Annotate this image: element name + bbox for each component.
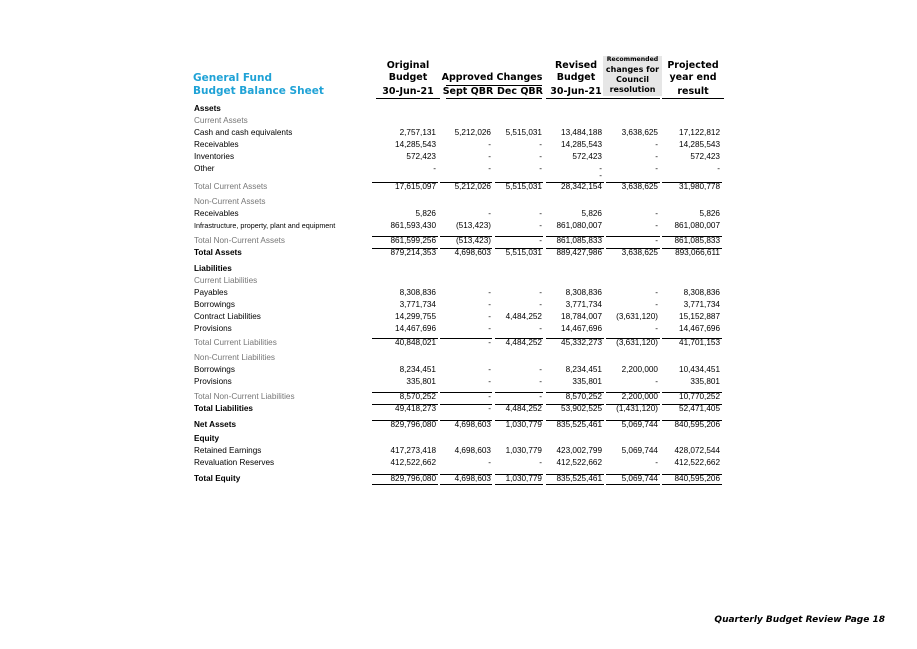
cell-c6: 861,080,007 bbox=[674, 221, 720, 230]
row-label: Other bbox=[194, 164, 215, 173]
total-rule bbox=[372, 236, 438, 237]
cell-c2: 4,698,603 bbox=[454, 474, 491, 483]
cell-c1: 14,467,696 bbox=[395, 324, 436, 333]
cell-c3: 5,515,031 bbox=[505, 248, 542, 257]
total-rule bbox=[546, 248, 604, 249]
cell-c5: (3,631,120) bbox=[616, 312, 658, 321]
cell-c6: 31,980,778 bbox=[679, 182, 720, 191]
cell-c2: (513,423) bbox=[455, 236, 491, 245]
total-rule bbox=[662, 392, 722, 393]
cell-c1: 8,234,451 bbox=[399, 365, 436, 374]
total-rule bbox=[372, 420, 438, 421]
cell-c1: 49,418,273 bbox=[395, 404, 436, 413]
total-rule bbox=[546, 338, 604, 339]
cell-c3: - bbox=[539, 140, 542, 149]
total-rule-bottom bbox=[440, 484, 492, 485]
cell-c3: - bbox=[539, 324, 542, 333]
cell-c6: 41,701,153 bbox=[679, 338, 720, 347]
cell-c5: 5,069,744 bbox=[621, 446, 658, 455]
cell-c6: 10,770,252 bbox=[679, 392, 720, 401]
total-rule-bottom bbox=[546, 484, 604, 485]
cell-c1: 8,308,836 bbox=[399, 288, 436, 297]
total-rule bbox=[606, 248, 660, 249]
cell-c5: - bbox=[655, 288, 658, 297]
cell-c2: 5,212,026 bbox=[454, 182, 491, 191]
cell-c1: 3,771,734 bbox=[399, 300, 436, 309]
cell-c3: - bbox=[539, 377, 542, 386]
cell-c2: - bbox=[488, 209, 491, 218]
cell-c6: 3,771,734 bbox=[683, 300, 720, 309]
row-label: Total Equity bbox=[194, 474, 241, 483]
cell-c2: - bbox=[488, 392, 491, 401]
cell-c4: 835,525,461 bbox=[556, 474, 602, 483]
total-rule-bottom bbox=[495, 484, 543, 485]
cell-c5: 5,069,744 bbox=[621, 474, 658, 483]
header-recommended-l1: Recommended bbox=[606, 56, 659, 63]
total-rule bbox=[662, 474, 722, 475]
row-label: Revaluation Reserves bbox=[194, 458, 275, 467]
cell-c5: - bbox=[655, 300, 658, 309]
total-rule bbox=[606, 338, 660, 339]
cell-c4: 423,002,799 bbox=[556, 446, 602, 455]
cell-c3: - bbox=[539, 152, 542, 161]
total-rule bbox=[495, 474, 543, 475]
total-rule bbox=[372, 392, 438, 393]
total-rule bbox=[606, 474, 660, 475]
header-revised-l3: 30-Jun-21 bbox=[550, 86, 602, 97]
cell-c1: 2,757,131 bbox=[399, 128, 436, 137]
cell-c3: - bbox=[539, 288, 542, 297]
cell-c6: 572,423 bbox=[690, 152, 720, 161]
table-row bbox=[0, 457, 917, 469]
cell-c3: 1,030,779 bbox=[505, 474, 542, 483]
cell-c2: - bbox=[488, 404, 491, 413]
cell-c4: 335,801 bbox=[572, 377, 602, 386]
cell-c4: 13,484,188 bbox=[561, 128, 602, 137]
cell-c4: 18,784,007 bbox=[561, 312, 602, 321]
cell-c1: 5,826 bbox=[415, 209, 436, 218]
cell-c1: 17,615,097 bbox=[395, 182, 436, 191]
header-projected-l3: result bbox=[677, 86, 709, 97]
total-rule bbox=[546, 182, 604, 183]
total-rule bbox=[440, 404, 492, 405]
header-original bbox=[376, 60, 440, 98]
cell-c3: - bbox=[539, 458, 542, 467]
header-rule bbox=[546, 98, 606, 99]
cell-c6: 17,122,812 bbox=[679, 128, 720, 137]
cell-c2: 4,698,603 bbox=[454, 248, 491, 257]
cell-c5: - bbox=[655, 377, 658, 386]
total-rule bbox=[372, 182, 438, 183]
header-projected bbox=[662, 60, 724, 98]
cell-c1: 8,570,252 bbox=[399, 392, 436, 401]
cell-c5: - bbox=[655, 164, 658, 173]
row-label: Provisions bbox=[194, 377, 232, 386]
total-rule bbox=[606, 420, 660, 421]
cell-c5: (1,431,120) bbox=[616, 404, 658, 413]
header-revised-l2: Budget bbox=[556, 72, 596, 83]
cell-c5: 3,638,625 bbox=[621, 248, 658, 257]
cell-c5: 3,638,625 bbox=[621, 128, 658, 137]
total-rule bbox=[546, 420, 604, 421]
table-row bbox=[0, 352, 917, 364]
total-rule bbox=[662, 420, 722, 421]
row-label: Non-Current Assets bbox=[194, 197, 266, 206]
cell-c6: 893,066,611 bbox=[675, 248, 720, 257]
header-recommended bbox=[603, 56, 662, 95]
page-footer: Quarterly Budget Review Page 18 bbox=[714, 615, 885, 625]
total-rule-bottom bbox=[662, 484, 722, 485]
cell-c2: - bbox=[488, 152, 491, 161]
total-rule bbox=[606, 236, 660, 237]
table-row bbox=[0, 208, 917, 220]
header-projected-l2: year end bbox=[669, 72, 717, 83]
cell-c2: - bbox=[488, 164, 491, 173]
cell-c4: 8,308,836 bbox=[565, 288, 602, 297]
cell-c1: 861,599,256 bbox=[390, 236, 436, 245]
cell-c2: 4,698,603 bbox=[454, 420, 491, 429]
cell-c5: 2,200,000 bbox=[621, 365, 658, 374]
row-label: Non-Current Liabilities bbox=[194, 353, 275, 362]
row-label: Equity bbox=[194, 434, 220, 443]
cell-c2: - bbox=[488, 140, 491, 149]
cell-c4: 28,342,154 bbox=[561, 182, 602, 191]
row-label: Infrastructure, property, plant and equipment bbox=[194, 221, 336, 230]
cell-c4: 835,525,461 bbox=[556, 420, 602, 429]
table-row bbox=[0, 163, 917, 180]
row-label: Receivables bbox=[194, 140, 239, 149]
table-row bbox=[0, 376, 917, 388]
cell-c1: 829,796,080 bbox=[390, 474, 436, 483]
cell-c1: 417,273,418 bbox=[390, 446, 436, 455]
total-rule bbox=[372, 248, 438, 249]
row-label: Receivables bbox=[194, 209, 239, 218]
cell-c3: 4,484,252 bbox=[505, 312, 542, 321]
table-row bbox=[0, 127, 917, 139]
cell-c6: 840,595,206 bbox=[674, 420, 720, 429]
table-row bbox=[0, 139, 917, 151]
row-label: Borrowings bbox=[194, 300, 235, 309]
cell-c4: 45,332,273 bbox=[561, 338, 602, 347]
cell-c1: 412,522,662 bbox=[390, 458, 436, 467]
cell-c6: 14,285,543 bbox=[679, 140, 720, 149]
header-original-l1: Original bbox=[386, 60, 430, 71]
cell-c3: - bbox=[539, 221, 542, 230]
row-label: Total Non-Current Liabilities bbox=[194, 392, 295, 401]
total-rule bbox=[495, 182, 543, 183]
cell-c6: 52,471,405 bbox=[679, 404, 720, 413]
cell-c5: 5,069,744 bbox=[621, 420, 658, 429]
row-label: Net Assets bbox=[194, 420, 237, 429]
cell-c1: 879,214,353 bbox=[390, 248, 436, 257]
header-recommended-l4: resolution bbox=[609, 85, 656, 94]
table-row bbox=[0, 311, 917, 323]
cell-c1: 40,848,021 bbox=[395, 338, 436, 347]
row-label: Assets bbox=[194, 104, 221, 113]
table-row bbox=[0, 299, 917, 311]
row-label: Total Current Liabilities bbox=[194, 338, 277, 347]
row-label: Total Liabilities bbox=[194, 404, 253, 413]
title-general-fund: General Fund bbox=[193, 72, 272, 84]
cell-c1: 14,299,755 bbox=[395, 312, 436, 321]
cell-c5: - bbox=[655, 209, 658, 218]
row-label: Total Assets bbox=[194, 248, 242, 257]
row-label: Payables bbox=[194, 288, 228, 297]
row-label: Current Assets bbox=[194, 116, 248, 125]
cell-c5: (3,631,120) bbox=[616, 338, 658, 347]
total-rule bbox=[372, 404, 438, 405]
cell-c3: - bbox=[539, 365, 542, 374]
cell-c6: 428,072,544 bbox=[674, 446, 720, 455]
cell-c1: 14,285,543 bbox=[395, 140, 436, 149]
total-rule bbox=[440, 420, 492, 421]
cell-c2: - bbox=[488, 377, 491, 386]
cell-c2: - bbox=[488, 300, 491, 309]
table-row bbox=[0, 196, 917, 208]
table-row bbox=[0, 220, 917, 232]
cell-c3: 1,030,779 bbox=[505, 446, 542, 455]
header-rule bbox=[662, 98, 724, 99]
cell-c6: 335,801 bbox=[690, 377, 720, 386]
cell-c4: 5,826 bbox=[581, 209, 602, 218]
total-rule bbox=[495, 248, 543, 249]
total-rule bbox=[495, 404, 543, 405]
cell-c3: 1,030,779 bbox=[505, 420, 542, 429]
cell-extra-dash: - bbox=[599, 171, 602, 180]
header-rule bbox=[446, 98, 542, 99]
header-revised bbox=[546, 60, 606, 98]
cell-c6: 840,595,206 bbox=[674, 474, 720, 483]
cell-c1: 861,593,430 bbox=[390, 221, 436, 230]
table-row bbox=[0, 323, 917, 335]
cell-c6: 14,467,696 bbox=[679, 324, 720, 333]
total-rule bbox=[606, 392, 660, 393]
cell-c3: - bbox=[539, 236, 542, 245]
total-rule bbox=[546, 392, 604, 393]
cell-c5: - bbox=[655, 152, 658, 161]
cell-c3: 5,515,031 bbox=[505, 182, 542, 191]
cell-c2: (513,423) bbox=[455, 221, 491, 230]
cell-c1: 829,796,080 bbox=[390, 420, 436, 429]
cell-c4: 14,467,696 bbox=[561, 324, 602, 333]
cell-c3: - bbox=[539, 300, 542, 309]
cell-c5: 3,638,625 bbox=[621, 182, 658, 191]
table-row bbox=[0, 445, 917, 457]
cell-c5: - bbox=[655, 324, 658, 333]
total-rule bbox=[372, 338, 438, 339]
cell-c5: - bbox=[655, 236, 658, 245]
row-label: Provisions bbox=[194, 324, 232, 333]
row-label: Retained Earnings bbox=[194, 446, 262, 455]
total-rule bbox=[662, 338, 722, 339]
cell-c2: - bbox=[488, 324, 491, 333]
row-label: Contract Liabilities bbox=[194, 312, 261, 321]
cell-c2: - bbox=[488, 338, 491, 347]
cell-c1: 572,423 bbox=[406, 152, 436, 161]
table-row bbox=[0, 263, 917, 275]
header-rule bbox=[376, 98, 440, 99]
total-rule bbox=[546, 474, 604, 475]
cell-c6: 412,522,662 bbox=[674, 458, 720, 467]
total-rule bbox=[440, 474, 492, 475]
cell-c4: 8,234,451 bbox=[565, 365, 602, 374]
total-rule bbox=[440, 338, 492, 339]
row-label: Total Non-Current Assets bbox=[194, 236, 286, 245]
total-rule bbox=[546, 236, 604, 237]
total-rule bbox=[495, 392, 543, 393]
total-rule bbox=[662, 404, 722, 405]
total-rule bbox=[440, 248, 492, 249]
cell-c6: 15,152,887 bbox=[679, 312, 720, 321]
table-row bbox=[0, 115, 917, 127]
cell-c4: 861,080,007 bbox=[556, 221, 602, 230]
cell-c4: 3,771,734 bbox=[565, 300, 602, 309]
total-rule bbox=[440, 236, 492, 237]
cell-c2: - bbox=[488, 458, 491, 467]
cell-c3: 4,484,252 bbox=[505, 338, 542, 347]
cell-c6: 8,308,836 bbox=[683, 288, 720, 297]
total-rule bbox=[440, 182, 492, 183]
cell-c4: 8,570,252 bbox=[565, 392, 602, 401]
cell-c4: 14,285,543 bbox=[561, 140, 602, 149]
row-label: Current Liabilities bbox=[194, 276, 258, 285]
cell-c6: 861,085,833 bbox=[674, 236, 720, 245]
cell-c5: - bbox=[655, 140, 658, 149]
cell-c6: 10,434,451 bbox=[679, 365, 720, 374]
total-rule-bottom bbox=[606, 484, 660, 485]
cell-c2: - bbox=[488, 288, 491, 297]
cell-c3: - bbox=[539, 209, 542, 218]
header-recommended-l3: Council bbox=[616, 75, 649, 84]
header-original-l2: Budget bbox=[388, 72, 428, 83]
header-dec-qbr: Dec QBR bbox=[497, 86, 543, 97]
total-rule bbox=[495, 236, 543, 237]
total-rule bbox=[440, 392, 492, 393]
table-row bbox=[0, 287, 917, 299]
cell-c5: - bbox=[655, 221, 658, 230]
cell-c4: 572,423 bbox=[572, 152, 602, 161]
header-approved-changes: Approved Changes bbox=[441, 72, 543, 83]
cell-c3: - bbox=[539, 392, 542, 401]
cell-c4: - bbox=[599, 164, 602, 173]
cell-c4: 412,522,662 bbox=[556, 458, 602, 467]
row-label: Inventories bbox=[194, 152, 235, 161]
cell-c4: 861,085,833 bbox=[556, 236, 602, 245]
cell-c5: - bbox=[655, 458, 658, 467]
cell-c6: - bbox=[717, 164, 720, 173]
cell-c3: - bbox=[539, 164, 542, 173]
total-rule bbox=[662, 236, 722, 237]
header-rule bbox=[606, 98, 660, 99]
total-rule bbox=[606, 404, 660, 405]
table-row bbox=[0, 364, 917, 376]
cell-c3: 5,515,031 bbox=[505, 128, 542, 137]
header-projected-l1: Projected bbox=[667, 60, 719, 71]
cell-c2: - bbox=[488, 312, 491, 321]
row-label: Liabilities bbox=[194, 264, 232, 273]
cell-c5: 2,200,000 bbox=[621, 392, 658, 401]
cell-c4: 53,902,525 bbox=[561, 404, 602, 413]
header-revised-l1: Revised bbox=[554, 60, 598, 71]
table-row bbox=[0, 433, 917, 445]
table-row bbox=[0, 275, 917, 287]
cell-c4: 889,427,986 bbox=[556, 248, 602, 257]
total-rule bbox=[495, 420, 543, 421]
cell-c1: 335,801 bbox=[406, 377, 436, 386]
cell-c2: 5,212,026 bbox=[454, 128, 491, 137]
cell-c2: 4,698,603 bbox=[454, 446, 491, 455]
cell-c3: 4,484,252 bbox=[505, 404, 542, 413]
total-rule bbox=[495, 338, 543, 339]
total-rule bbox=[662, 182, 722, 183]
total-rule bbox=[606, 182, 660, 183]
cell-c1: - bbox=[433, 164, 436, 173]
total-rule bbox=[546, 404, 604, 405]
cell-c2: - bbox=[488, 365, 491, 374]
row-label: Total Current Assets bbox=[194, 182, 268, 191]
total-rule bbox=[372, 474, 438, 475]
cell-c6: 5,826 bbox=[699, 209, 720, 218]
header-sept-qbr: Sept QBR bbox=[442, 86, 494, 97]
row-label: Cash and cash equivalents bbox=[194, 128, 293, 137]
total-rule-bottom bbox=[372, 484, 438, 485]
title-budget-balance-sheet: Budget Balance Sheet bbox=[193, 85, 324, 97]
total-rule bbox=[662, 248, 722, 249]
header-original-l3: 30-Jun-21 bbox=[382, 86, 434, 97]
table-row bbox=[0, 103, 917, 115]
header-recommended-l2: changes for bbox=[605, 65, 660, 74]
row-label: Borrowings bbox=[194, 365, 235, 374]
table-row bbox=[0, 151, 917, 163]
